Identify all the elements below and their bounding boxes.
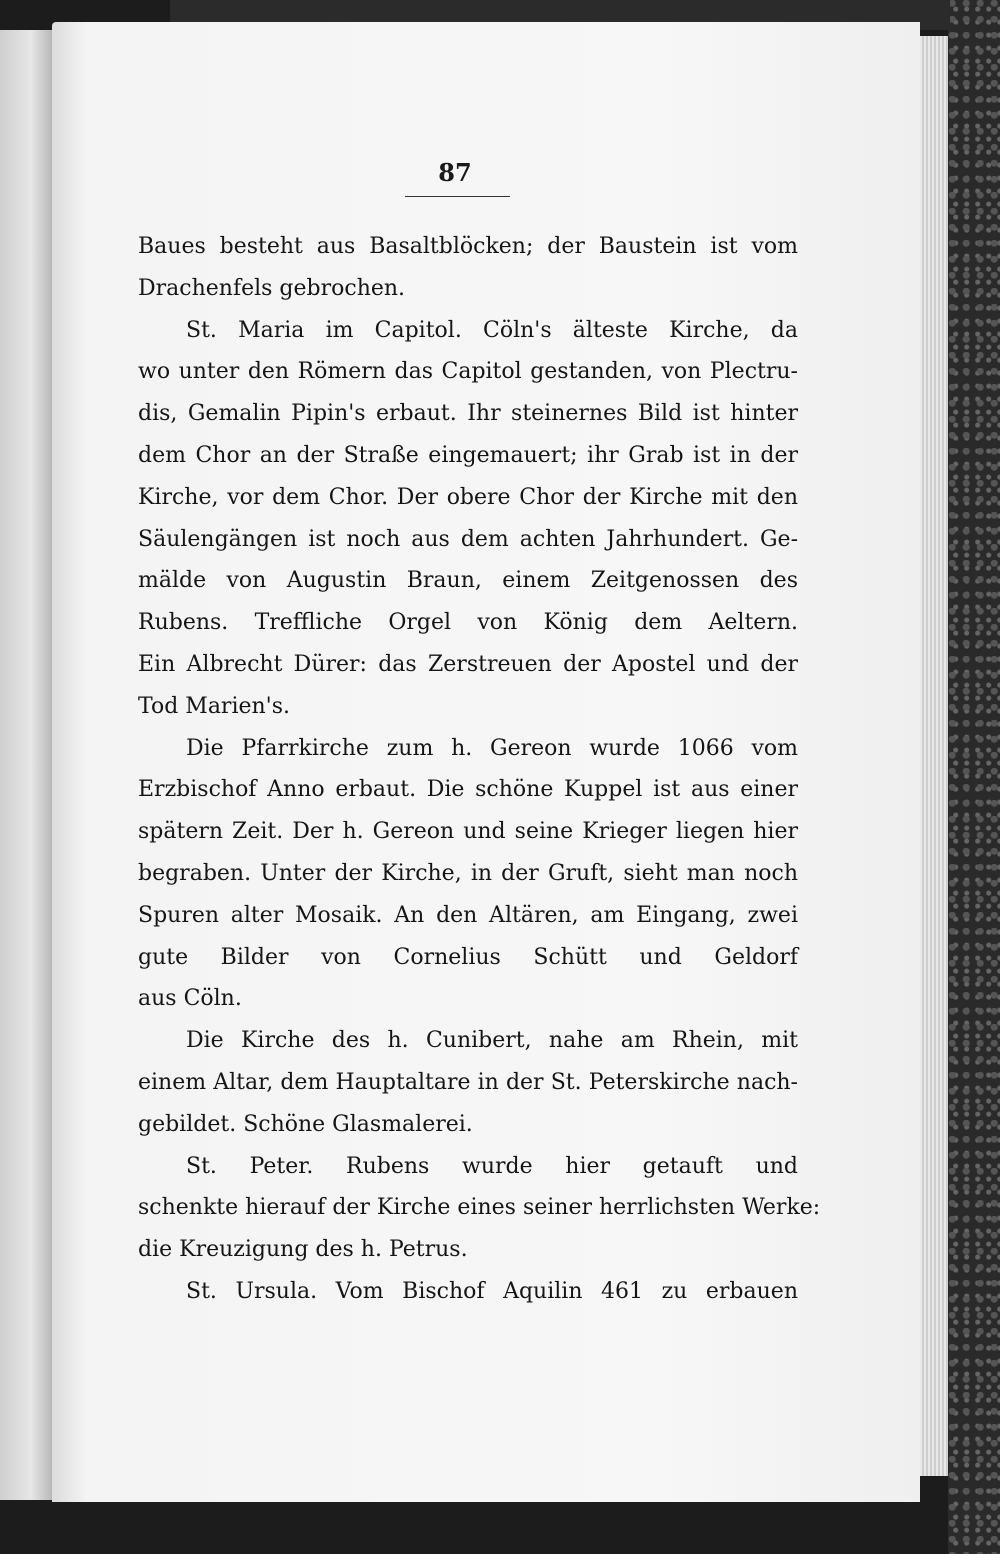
facing-page-edge xyxy=(0,30,52,1500)
text-line: Rubens. Treffliche Orgel von König dem Aeltern. xyxy=(138,610,798,636)
text-line: spätern Zeit. Der h. Gereon und seine Krieger liegen hier xyxy=(138,819,798,845)
text-line: mälde von Augustin Braun, einem Zeitgenossen des xyxy=(138,568,798,594)
text-line: einem Altar, dem Hauptaltare in der St. Peterskirche nach- xyxy=(138,1069,798,1095)
text-line: dem Chor an der Straße eingemauert; ihr Grab ist in der xyxy=(138,442,798,468)
page-number: 87 xyxy=(438,158,472,187)
text-line: St. Ursula. Vom Bischof Aquilin 461 zu erbauen xyxy=(186,1278,798,1304)
text-line: Drachenfels gebrochen. xyxy=(138,275,406,301)
text-line: Ein Albrecht Dürer: das Zerstreuen der Apostel und der xyxy=(138,651,798,677)
text-line: Kirche, vor dem Chor. Der obere Chor der Kirche mit den xyxy=(138,484,798,510)
text-line: Die Kirche des h. Cunibert, nahe am Rhein, mit xyxy=(186,1028,798,1054)
text-line: St. Maria im Capitol. Cöln's älteste Kirche, da xyxy=(186,317,798,343)
page-block-edges xyxy=(920,36,948,1476)
text-line: gute Bilder von Cornelius Schütt und Geldorf xyxy=(138,944,798,970)
text-line: Erzbischof Anno erbaut. Die schöne Kuppel ist aus einer xyxy=(138,777,798,803)
text-line: Säulengängen ist noch aus dem achten Jahrhundert. Ge- xyxy=(138,526,798,552)
body-text xyxy=(138,226,821,1313)
text-line: die Kreuzigung des h. Petrus. xyxy=(138,1237,468,1263)
text-line: Spuren alter Mosaik. An den Altären, am Eingang, zwei xyxy=(138,902,798,928)
text-line: wo unter den Römern das Capitol gestanden, von Plectru- xyxy=(138,359,798,385)
text-line: dis, Gemalin Pipin's erbaut. Ihr steinernes Bild ist hinter xyxy=(138,401,798,427)
text-line: gebildet. Schöne Glasmalerei. xyxy=(138,1111,473,1137)
text-line: St. Peter. Rubens wurde hier getauft und xyxy=(186,1153,798,1179)
text-line: Die Pfarrkirche zum h. Gereon wurde 1066 vom xyxy=(186,735,798,761)
text-line: aus Cöln. xyxy=(138,986,242,1012)
text-line: Tod Marien's. xyxy=(138,693,291,719)
header-rule xyxy=(405,196,510,197)
text-line: Baues besteht aus Basaltblöcken; der Baustein ist vom xyxy=(138,234,798,259)
text-line: schenkte hierauf der Kirche eines seiner herrlichsten Werke: xyxy=(138,1195,821,1221)
text-line: begraben. Unter der Kirche, in der Gruft, sieht man noch xyxy=(138,860,798,886)
book-cover xyxy=(948,0,1000,1554)
